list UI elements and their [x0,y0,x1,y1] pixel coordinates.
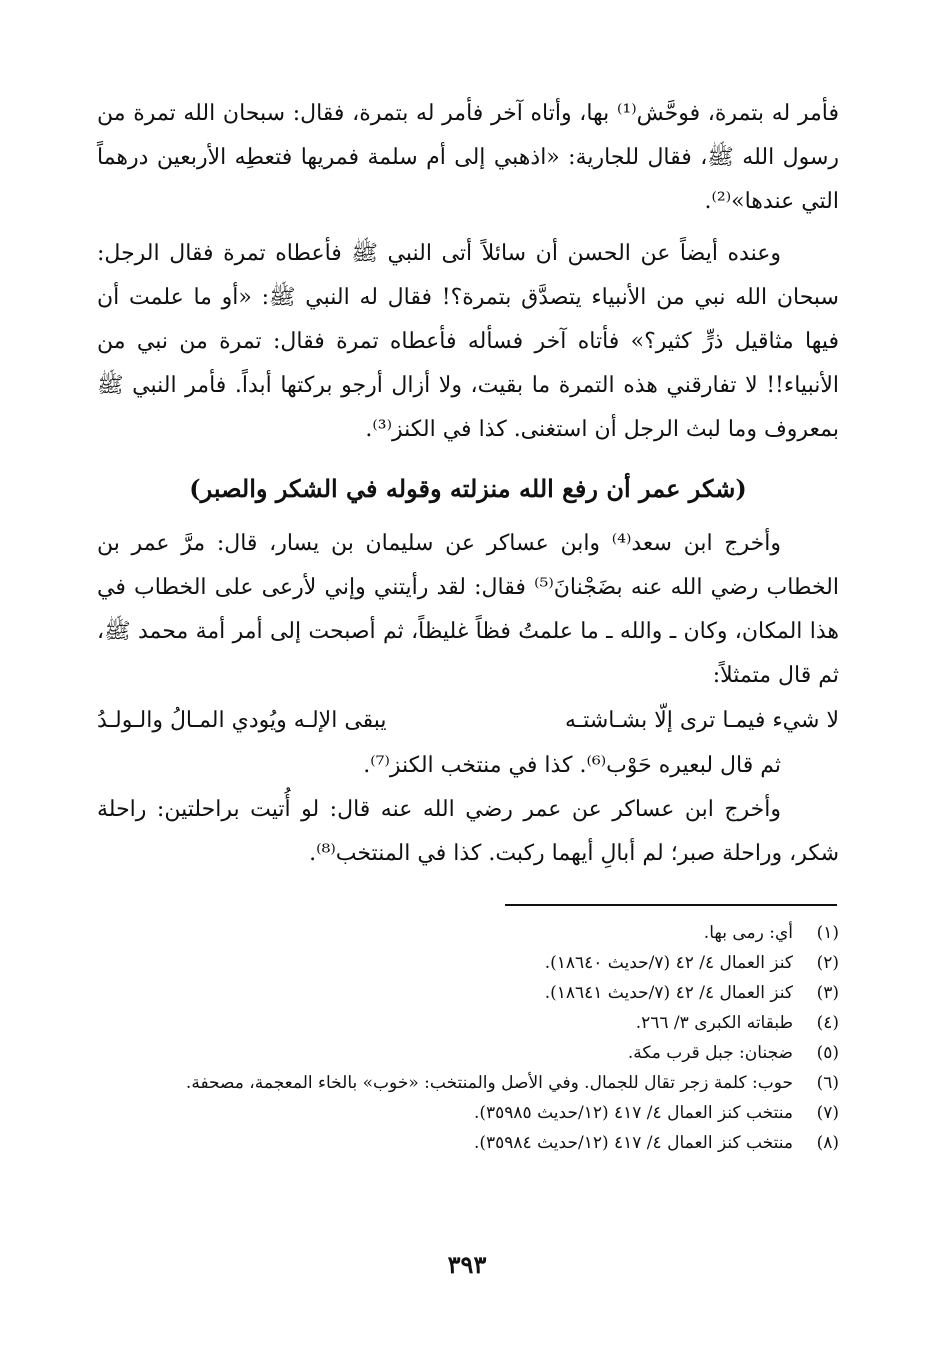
footnote-text: كنز العمال ٤/ ٤٢ (٧/حديث ١٨٦٤١). [544,983,793,1003]
footnote-item [97,1128,839,1158]
footnote-text: منتخب كنز العمال ٤/ ٤١٧ (١٢/حديث ٣٥٩٨٥). [473,1103,793,1123]
footnote-text: طبقاته الكبرى ٣/ ٢٦٦. [635,1013,793,1033]
section-heading: (شكر عمر أن رفع الله منزلته وقوله في الشكر والصبر) [189,474,747,503]
verse-first-hemistich: لا شيء فيمـا ترى إلّا بشـاشتـه [564,708,839,733]
footnote-text: ضجنان: جبل قرب مكة. [627,1043,793,1063]
footnote-text: كنز العمال ٤/ ٤٢ (٧/حديث ١٨٦٤٠). [544,953,793,973]
page-number: ٣٩٣ [447,1250,487,1279]
footnote-item [97,918,839,948]
paragraph-gap [97,224,839,232]
paragraph-2: وعنده أيضاً عن الحسن أن سائلاً أتى النبي ﷺ فأعطاه تمرة فقال الرجل: سبحان الله نبي من الأنبياء يتصدَّق بتمرة؟! فقال له النبي ﷺ: «أو ما علمت أن فيها مثاقيل ذرٍّ كثير؟» فأتاه آخر فسأله فأعطاه تمرة فقال: تمرة من نبي من الأنبياء!! لا تفارقني هذه التمرة ما بقيت، ولا أزال أرجو بركتها أبداً. فأمر النبي ﷺ بمعروف وما لبث الرجل أن استغنى. كذا في الكنز⁽³⁾. [97,241,840,442]
footnote-number: (٥) [816,1043,839,1063]
footnote-item [97,1008,839,1038]
footnote-number: (٨) [816,1133,839,1153]
footnote-number: (٣) [816,983,839,1003]
poetry-verse [97,698,839,744]
footnote-number: (٢) [816,953,839,973]
verse-second-hemistich: يبقى الإلـه ويُودي المـالُ والـولـدُ [97,708,387,733]
footnote-item [97,1038,839,1068]
footnote-number: (٧) [816,1103,839,1123]
footnote-item [97,948,839,978]
footnote-number: (٦) [816,1073,839,1093]
footnote-number: (٤) [816,1013,839,1033]
footnotes-list [97,918,839,1158]
footnote-item [97,1098,839,1128]
paragraph-3: وأخرج ابن سعد⁽⁴⁾ وابن عساكر عن سليمان بن يسار، قال: مرَّ عمر بن الخطاب رضي الله عنه بضَجْنانَ⁽⁵⁾ فقال: لقد رأيتني وإني لأرعى على الخطاب في هذا المكان، وكان ـ والله ـ ما علمتُ فظاً غليظاً، ثم أصبحت إلى أمر أمة محمد ﷺ، ثم قال متمثلاً: [97,531,839,688]
paragraph-5: وأخرج ابن عساكر عن عمر رضي الله عنه قال: لو أُتيت براحلتين: راحلة شكر، وراحلة صبر؛ لم أبالِ أيهما ركبت. كذا في المنتخب⁽⁸⁾. [97,797,839,866]
footnote-number: (١) [816,923,839,943]
main-text [97,92,839,876]
footnote-text: حوب: كلمة زجر تقال للجمال. وفي الأصل والمنتخب: «خوب» بالخاء المعجمة، مصحفة. [185,1073,793,1093]
paragraph-4: ثم قال لبعيره حَوْب⁽⁶⁾. كذا في منتخب الكنز⁽⁷⁾. [363,753,781,778]
footnote-separator [505,904,837,906]
footnote-text: منتخب كنز العمال ٤/ ٤١٧ (١٢/حديث ٣٥٩٨٤). [473,1133,793,1153]
footnote-item [97,1068,839,1098]
footnote-item [97,978,839,1008]
paragraph-1: فأمر له بتمرة، فوحَّش⁽¹⁾ بها، وأتاه آخر فأمر له بتمرة، فقال: سبحان الله تمرة من رسول الله ﷺ، فقال للجارية: «اذهبي إلى أم سلمة فمريها فتعطِه الأربعين درهماً التي عندها»⁽²⁾. [97,101,840,214]
footnote-text: أي: رمى بها. [703,923,793,943]
